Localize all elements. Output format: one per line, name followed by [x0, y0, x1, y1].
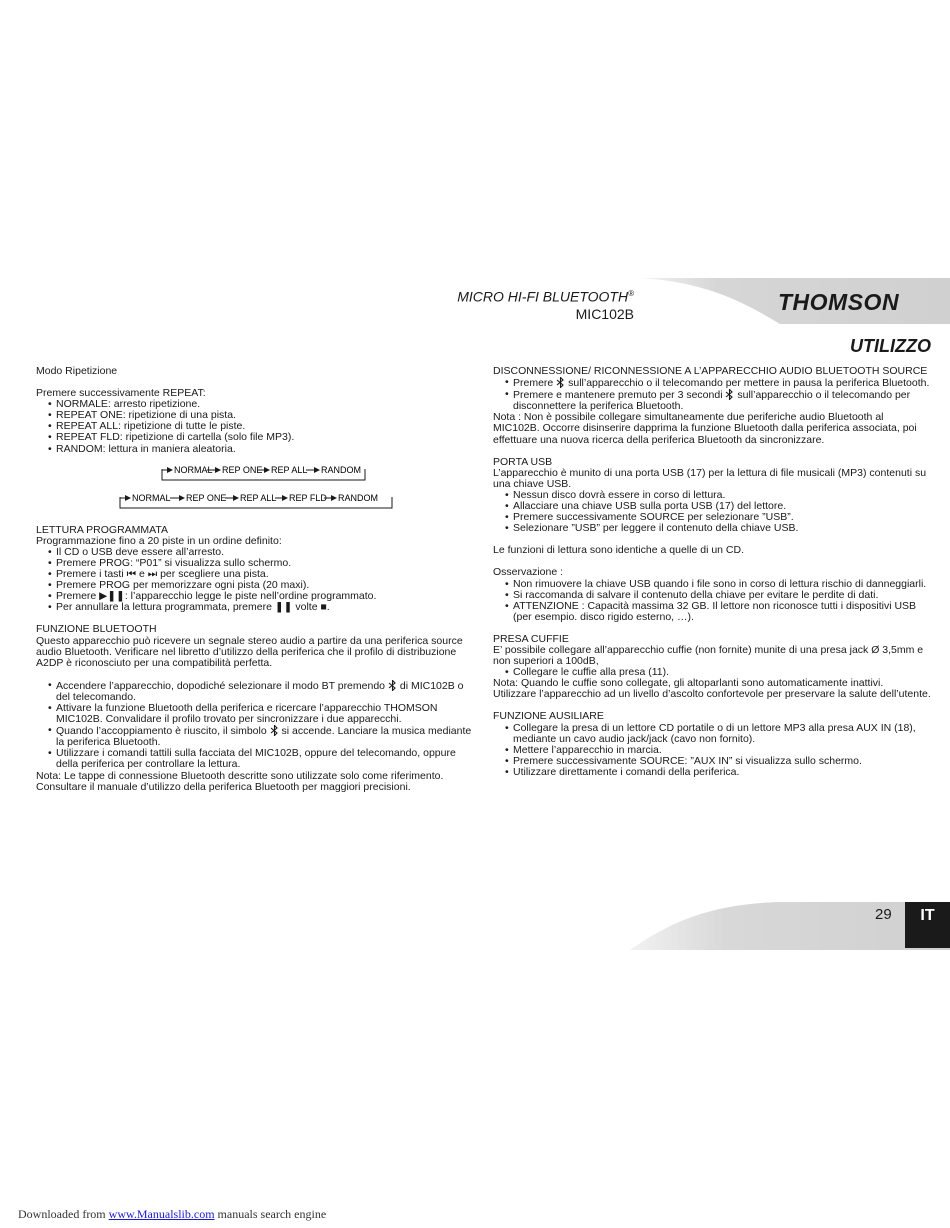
programmed-intro: Programmazione fino a 20 piste in un ordine definito: — [36, 534, 282, 547]
left-column — [36, 366, 476, 793]
bluetooth-note: Nota: Le tappe di connessione Bluetooth descritte sono utilizzate solo come riferimento. Consultare il manuale d’utilizzo della periferica Bluetooth per maggiori precisioni. — [36, 769, 444, 793]
mode-label: REP ONE — [222, 464, 263, 475]
list-item: • Utilizzare i comandi tattili sulla facciata del MIC102B, oppure del telecomando, oppure della periferica per controllare la lettura. — [36, 748, 476, 770]
text: Quando l’accoppiamento è riuscito, il simbolo — [56, 725, 267, 738]
text: di MIC102B o del telecomando. — [56, 679, 464, 703]
list-item — [36, 680, 476, 703]
disconnect-note: Nota : Non è possibile collegare simultaneamente due periferiche audio Bluetooth al MIC102B. Occorre disinserire dapprima la funzione Bluetooth dalla periferica associata, poi effettuare una nuova ricerca della periferica Bluetooth da sincronizzare. — [493, 411, 917, 446]
aux-list — [493, 723, 933, 778]
product-name — [457, 285, 634, 323]
list-item: • Premere i tasti ⏮ e ⏭ per scegliere una pista. — [36, 569, 476, 580]
mode-label: NORMAL — [132, 492, 171, 503]
observation-list — [493, 579, 933, 623]
bluetooth-icon — [388, 680, 397, 691]
bluetooth-icon — [725, 389, 734, 400]
manualslib-link[interactable]: www.Manualslib.com — [108, 1207, 215, 1221]
list-item: • Premere successivamente SOURCE: ”AUX IN” si visualizza sullo schermo. — [493, 756, 933, 767]
bluetooth-title: FUNZIONE BLUETOOTH — [36, 623, 157, 636]
list-item: • Non rimuovere la chiave USB quando i file sono in corso di lettura rischio di danneggiarli. — [493, 579, 933, 590]
usb-same-note: Le funzioni di lettura sono identiche a quelle di un CD. — [493, 544, 744, 557]
download-suffix: manuals search engine — [217, 1207, 327, 1221]
list-item: • Selezionare ”USB” per leggere il contenuto della chiave USB. — [493, 523, 933, 534]
headphones-advice: Utilizzare l’apparecchio ad un livello d’ascolto confortevole per preservare la salute dell’utente. — [493, 688, 931, 701]
list-item — [493, 389, 933, 412]
bluetooth-intro: Questo apparecchio può ricevere un segnale stereo audio a partire da una periferica source audio Bluetooth. Verificare nel libretto d’utilizzo della periferica che il profilo di distribuzione A2DP è riconosciuto per una compatibilità perfetta. — [36, 634, 463, 669]
registered-mark: ® — [628, 289, 634, 298]
list-item: • REPEAT FLD: ripetizione di cartella (solo file MP3). — [36, 432, 476, 443]
list-item: • Collegare la presa di un lettore CD portatile o di un lettore MP3 alla presa AUX IN (18), mediante un cavo audio jack/jack (cavo non fornito). — [493, 723, 933, 745]
mode-label: RANDOM — [338, 492, 378, 503]
bluetooth-list — [36, 680, 476, 771]
mode-label: RANDOM — [321, 464, 361, 475]
observation-title: Osservazione : — [493, 566, 564, 579]
list-item: • Si raccomanda di salvare il contenuto della chiave per evitare le perdite di dati. — [493, 590, 933, 601]
repeat-title: Modo Ripetizione — [36, 365, 118, 377]
programmed-list — [36, 547, 476, 614]
text: Premere — [513, 377, 554, 390]
list-item: • Premere successivamente SOURCE per selezionare ”USB”. — [493, 512, 933, 523]
download-footer — [18, 1207, 326, 1222]
list-item: • Utilizzare direttamente i comandi della periferica. — [493, 767, 933, 778]
footer-swoosh — [630, 902, 950, 950]
list-item: • Premere ▶❚❚: l’apparecchio legge le piste nell’ordine programmato. — [36, 591, 476, 602]
disconnect-list — [493, 377, 933, 412]
programmed-title: LETTURA PROGRAMMATA — [36, 523, 169, 536]
usb-list — [493, 490, 933, 534]
right-column — [493, 366, 933, 778]
section-title: UTILIZZO — [850, 336, 931, 356]
model-number: MIC102B — [575, 305, 634, 322]
headphones-title: PRESA CUFFIE — [493, 632, 569, 645]
list-item: • Premere PROG per memorizzare ogni pista (20 maxi). — [36, 580, 476, 591]
list-item: • NORMALE: arresto ripetizione. — [36, 399, 476, 410]
page-number: 29 — [875, 906, 892, 923]
product-line: MICRO HI-FI BLUETOOTH — [457, 288, 629, 305]
list-item: • REPEAT ALL: ripetizione di tutte le piste. — [36, 421, 476, 432]
list-item: • Mettere l’apparecchio in marcia. — [493, 745, 933, 756]
brand-logo: THOMSON — [778, 289, 900, 315]
mode-label: REP FLD — [289, 492, 327, 503]
list-item: • Premere PROG: “P01” si visualizza sullo schermo. — [36, 558, 476, 569]
usb-title: PORTA USB — [493, 455, 553, 468]
list-item: • Il CD o USB deve essere all’arresto. — [36, 547, 476, 558]
download-prefix: Downloaded from — [18, 1207, 106, 1221]
text: si accende. Lanciare la musica mediante la periferica Bluetooth. — [56, 725, 472, 749]
text: Accendere l’apparecchio, dopodiché selezionare il modo BT premendo — [56, 679, 386, 692]
text: sull’apparecchio o il telecomando per mettere in pausa la periferica Bluetooth. — [568, 377, 930, 390]
list-item — [493, 377, 933, 389]
repeat-intro: Premere successivamente REPEAT: — [36, 387, 206, 400]
repeat-list — [36, 399, 476, 454]
text: Premere e mantenere premuto per 3 secondi — [513, 389, 723, 402]
repeat-cycle-diagram — [114, 465, 394, 515]
list-item: • RANDOM: lettura in maniera aleatoria. — [36, 444, 476, 455]
aux-title: FUNZIONE AUSILIARE — [493, 710, 604, 723]
language-tab: IT — [905, 902, 950, 948]
usb-intro: L’apparecchio è munito di una porta USB (17) per la lettura di file musicali (MP3) contenuti su una chiave USB. — [493, 466, 927, 490]
list-item — [36, 725, 476, 748]
list-item: • Nessun disco dovrà essere in corso di lettura. — [493, 490, 933, 501]
list-item: • Allacciare una chiave USB sulla porta USB (17) del lettore. — [493, 501, 933, 512]
list-item: • ATTENZIONE : Capacità massima 32 GB. Il lettore non riconosce tutti i dispositivi USB (per esempio. disco rigido esterno, …). — [493, 601, 933, 623]
mode-label: NORMAL — [174, 464, 213, 475]
list-item: • Per annullare la lettura programmata, premere ❚❚ volte ■. — [36, 602, 476, 613]
disconnect-title: DISCONNESSIONE/ RICONNESSIONE A L’APPARECCHIO AUDIO BLUETOOTH SOURCE — [493, 365, 928, 377]
list-item: • Collegare le cuffie alla presa (11). — [493, 667, 933, 678]
headphones-list — [493, 667, 933, 678]
list-item: • REPEAT ONE: ripetizione di una pista. — [36, 410, 476, 421]
bluetooth-icon — [556, 377, 565, 388]
mode-label: REP ALL — [240, 492, 277, 503]
mode-label: REP ONE — [186, 492, 227, 503]
text: sull’apparecchio o il telecomando per disconnettere la periferica Bluetooth. — [513, 389, 911, 413]
list-item: • Attivare la funzione Bluetooth della periferica e ricercare l’apparecchio THOMSON MIC102B. Convalidare il profilo trovato per sincronizzare i due apparecchi. — [36, 703, 476, 725]
bluetooth-icon — [270, 725, 279, 736]
mode-label: REP ALL — [271, 464, 308, 475]
headphones-note: Nota: Quando le cuffie sono collegate, gli altoparlanti sono automaticamente inattivi. — [493, 677, 884, 690]
headphones-intro: E’ possibile collegare all’apparecchio cuffie (non fornite) munite di una presa jack Ø 3,5mm e non superiori a 100dB, — [493, 643, 924, 668]
